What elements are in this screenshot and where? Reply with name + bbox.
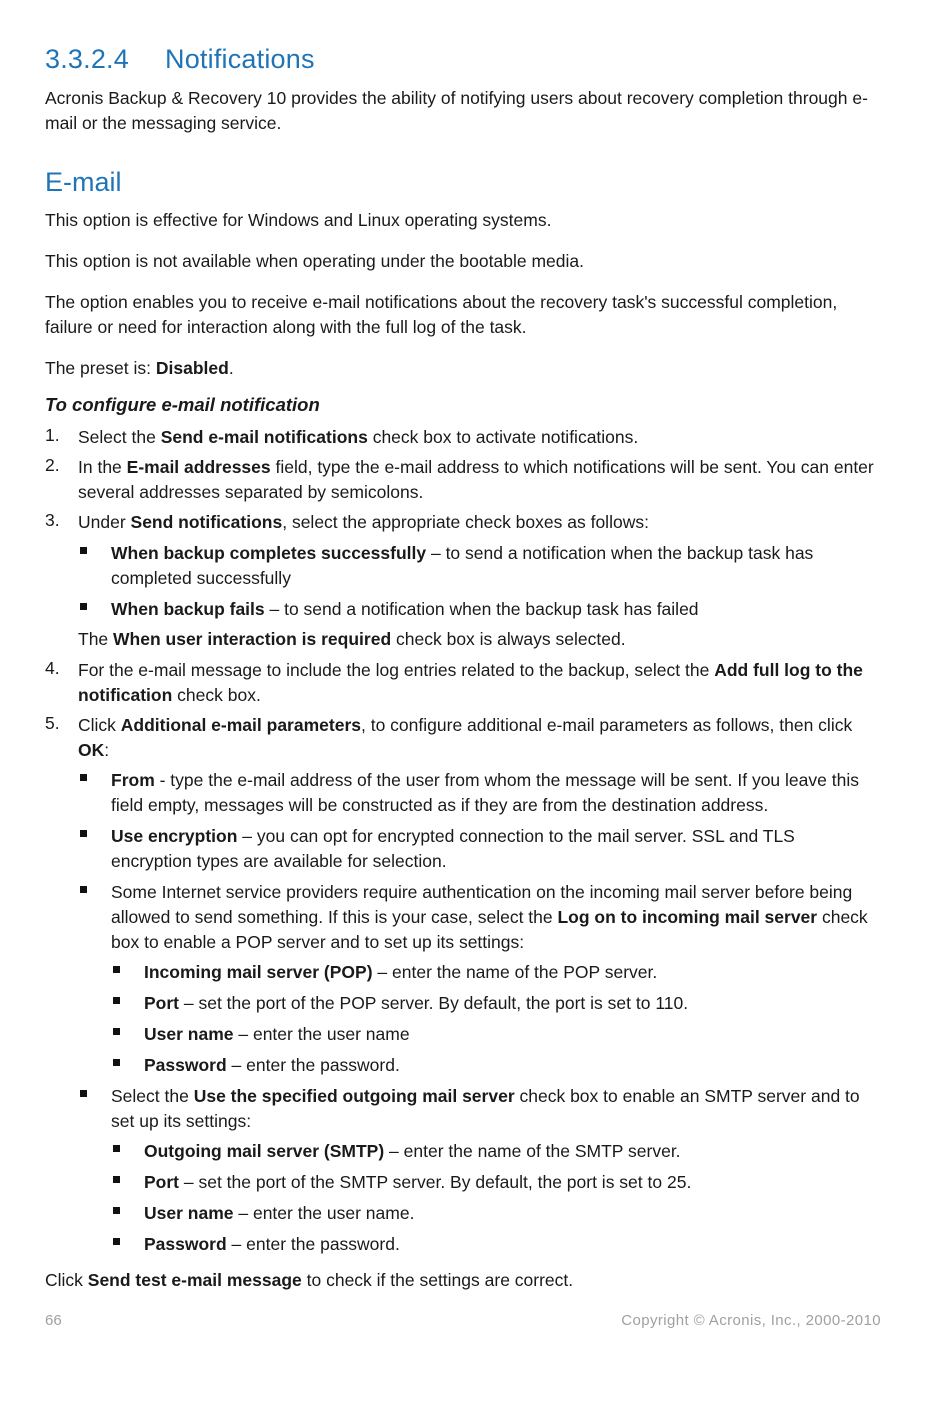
step-number: 4. [45, 658, 60, 678]
step-bold: Send e-mail notifications [160, 427, 368, 447]
step-text: , to configure additional e-mail parameters as follows, then click [361, 715, 853, 735]
bullet-text: check box to enable an SMTP server and to set up its settings: [111, 1086, 860, 1131]
step-3-note [78, 627, 888, 652]
bullet-item [111, 880, 886, 955]
page-number: 66 [45, 1312, 62, 1329]
step-text: In the [78, 457, 127, 477]
closing-paragraph [45, 1268, 885, 1293]
paragraph-bootable: This option is not available when operating under the bootable media. [45, 251, 584, 271]
note-bold: When user interaction is required [113, 629, 392, 649]
bullet-bold: Log on to incoming mail server [557, 907, 818, 927]
bullet-icon [113, 966, 120, 973]
sub-bullet-item [144, 1022, 884, 1047]
paragraph-description: The option enables you to receive e-mail notifications about the recovery task's successful completion, failure or need for interaction along with the full log of the task. [45, 292, 838, 337]
bullet-bold: When backup completes successfully [111, 543, 427, 563]
bullet-text: – to send a notification when the backup task has completed successfully [111, 543, 814, 588]
step-1 [78, 425, 888, 450]
step-4 [78, 658, 888, 708]
step-number: 1. [45, 425, 60, 445]
step-text: , select the appropriate check boxes as follows: [282, 512, 649, 532]
bullet-text: Some Internet service providers require authentication on the incoming mail server before being allowed to send something. If this is your case, select the [111, 882, 853, 927]
bullet-bold: User name [144, 1203, 234, 1223]
step-text: check box. [172, 685, 261, 705]
preset-line [45, 356, 885, 381]
section-heading [45, 44, 315, 75]
bullet-text: – you can opt for encrypted connection to the mail server. SSL and TLS encryption types are available for selection. [111, 826, 795, 871]
sub-bullet-item [144, 1201, 884, 1226]
step-text: Select the [78, 427, 161, 447]
step-bold: E-mail addresses [126, 457, 271, 477]
bullet-bold: Port [144, 993, 179, 1013]
step-text: field, type the e-mail address to which notifications will be sent. You can enter several addresses separated by semicolons. [78, 457, 874, 502]
preset-label: The preset is: [45, 358, 156, 378]
bullet-bold: Outgoing mail server (SMTP) [144, 1141, 385, 1161]
bullet-text: - type the e-mail address of the user from whom the message will be sent. If you leave this field empty, messages will be constructed as if they are from the destination address. [111, 770, 859, 815]
step-2 [78, 455, 888, 505]
bullet-icon [113, 1207, 120, 1214]
closing-bold: Send test e-mail message [87, 1270, 302, 1290]
page-footer [45, 1312, 881, 1329]
step-number: 2. [45, 455, 60, 475]
bullet-text: – set the port of the SMTP server. By default, the port is set to 25. [179, 1172, 692, 1192]
preset-suffix: . [228, 358, 234, 378]
bullet-text: check box to enable a POP server and to set up its settings: [111, 907, 868, 952]
sub-bullet-item [144, 1139, 884, 1164]
bullet-icon [80, 830, 87, 837]
bullet-icon [80, 774, 87, 781]
step-bold: Add full log to the notification [78, 660, 863, 705]
bullet-bold: Password [144, 1234, 227, 1254]
step-text: Click [78, 715, 121, 735]
bullet-text: – enter the password. [226, 1055, 400, 1075]
step-number: 5. [45, 713, 60, 733]
sub-bullet-item [144, 1232, 884, 1257]
sub-bullet-item [144, 960, 884, 985]
bullet-item [111, 824, 871, 874]
bullet-icon [113, 997, 120, 1004]
bullet-icon [113, 1176, 120, 1183]
closing-text: Click [45, 1270, 88, 1290]
procedure-title: To configure e-mail notification [45, 394, 320, 415]
bullet-icon [80, 603, 87, 610]
bullet-text: Select the [111, 1086, 194, 1106]
sub-bullet-item [144, 991, 884, 1016]
step-text: For the e-mail message to include the log entries related to the backup, select the [78, 660, 715, 680]
note-text: The [78, 629, 114, 649]
sub-bullet-item [144, 1053, 884, 1078]
step-text: Under [78, 512, 131, 532]
bullet-item [111, 1084, 886, 1134]
bullet-icon [80, 886, 87, 893]
bullet-item [111, 597, 871, 622]
bullet-bold: Use encryption [111, 826, 238, 846]
step-text: check box to activate notifications. [367, 427, 639, 447]
bullet-text: – enter the name of the POP server. [372, 962, 658, 982]
bullet-item [111, 768, 886, 818]
step-bold: OK [78, 740, 105, 760]
bullet-bold: Use the specified outgoing mail server [193, 1086, 515, 1106]
preset-value: Disabled [155, 358, 229, 378]
bullet-bold: Password [144, 1055, 227, 1075]
bullet-bold: Port [144, 1172, 179, 1192]
sub-bullet-item [144, 1170, 884, 1195]
closing-text: to check if the settings are correct. [301, 1270, 574, 1290]
bullet-icon [113, 1059, 120, 1066]
bullet-bold: From [111, 770, 155, 790]
bullet-text: – set the port of the POP server. By default, the port is set to 110. [179, 993, 689, 1013]
bullet-text: – enter the user name. [233, 1203, 415, 1223]
bullet-icon [113, 1028, 120, 1035]
bullet-item [111, 541, 871, 591]
step-bold: Additional e-mail parameters [120, 715, 361, 735]
subsection-heading: E-mail [45, 167, 122, 197]
bullet-icon [113, 1238, 120, 1245]
bullet-icon [113, 1145, 120, 1152]
section-number: 3.3.2.4 [45, 44, 129, 74]
bullet-icon [80, 1090, 87, 1097]
bullet-text: – to send a notification when the backup task has failed [264, 599, 699, 619]
step-bold: Send notifications [130, 512, 283, 532]
paragraph-os: This option is effective for Windows and Linux operating systems. [45, 210, 552, 230]
step-3 [78, 510, 888, 535]
intro-paragraph: Acronis Backup & Recovery 10 provides the ability of notifying users about recovery completion through e-mail or the messaging service. [45, 88, 868, 133]
bullet-bold: Incoming mail server (POP) [144, 962, 373, 982]
bullet-text: – enter the name of the SMTP server. [384, 1141, 681, 1161]
bullet-bold: User name [144, 1024, 234, 1044]
bullet-text: – enter the user name [233, 1024, 410, 1044]
bullet-text: – enter the password. [226, 1234, 400, 1254]
step-number: 3. [45, 510, 60, 530]
copyright-notice: Copyright © Acronis, Inc., 2000-2010 [621, 1312, 881, 1329]
step-5 [78, 713, 888, 763]
note-text: check box is always selected. [391, 629, 626, 649]
section-title: Notifications [165, 44, 315, 74]
bullet-icon [80, 547, 87, 554]
bullet-bold: When backup fails [111, 599, 265, 619]
step-text: : [104, 740, 110, 760]
